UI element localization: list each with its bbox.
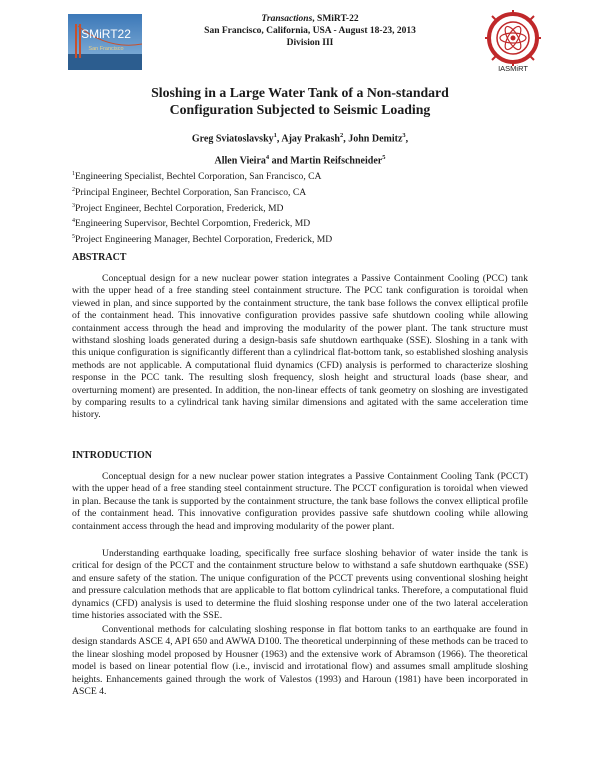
author-sup: 4 xyxy=(265,154,270,162)
title-line-1: Sloshing in a Large Water Tank of a Non-standard xyxy=(151,85,449,100)
author-name: John Demitz xyxy=(348,133,403,145)
iasmirt-caption: IASMiRT xyxy=(498,64,528,73)
author-name: Allen Vieira xyxy=(214,155,266,167)
header-line-1 xyxy=(150,14,470,26)
author-sup: 2 xyxy=(339,132,344,139)
header-journal: Transactions xyxy=(261,14,313,24)
author-list xyxy=(90,126,510,171)
smirt22-logo xyxy=(68,14,142,70)
introduction-heading: INTRODUCTION xyxy=(72,450,153,461)
affiliation-item: $^5$Project Engineering Manager, Bechtel Corporation, Frederick, MD xyxy=(72,234,333,246)
author-name: Greg Sviatoslavsky xyxy=(191,133,274,145)
abstract-body: Conceptual design for a new nuclear power station integrates a Passive Containment Cooling (PCC) tank with the upper head of a free standing steel containment structure. The PCC tank configuration is toroidal when viewed in plan, and since supported by the containment structure, the tank base follows the convex elliptical profile of the containment head. This innovative configuration provides passive safe shutdown cooling while allowing containment access through the head and improving the modularity of the power plant. The tank structure must withstand sloshing loads generated during a design-basis safe shutdown earthquake (SSE). Sloshing in a tank with this unique configuration is significantly different than a cylindrical flat-bottom tank, so established sloshing analysis methods are not applicable. A computational fluid dynamics (CFD) analysis is performed to characterize sloshing response in the PCC tank. The resulting slosh frequency, slosh height and structural loads (base shear, and overturning moment) are presented. In addition, the non-linear effects of tank geometry on sloshing are investigated by comparing results to a cylindrical tank having similar dimensions and agitated with the same acceleration time history. xyxy=(72,273,528,421)
author-sup: 3 xyxy=(402,132,406,139)
author-line-1: Greg Sviatoslavsky$^1$, Ajay Prakash$^2$, John Demitz$^3$, xyxy=(191,132,409,145)
affiliation-item: $^2$Principal Engineer, Bechtel Corporation, San Francisco, CA xyxy=(72,186,307,198)
affiliation-item: $^3$Project Engineer, Bechtel Corporation, Frederick, MD xyxy=(72,202,284,214)
intro-paragraph-2: Understanding earthquake loading, specifically free surface sloshing behavior of water inside the tank is critical for design of the PCCT and the containment structure below to withstand a safe shutdown earthquake (SSE) and ensure safety of the station. The unique configuration of the PCCT prevents using conventional sloshing height and pressure calculation methods that are applicable to flat bottom cylindrical tanks. Therefore, a computational fluid dynamics (CFD) analysis is used to determine the fluid sloshing response under one of the two lateral acceleration time histories associated with the SSE. xyxy=(72,548,528,622)
header-line-3: Division III xyxy=(286,38,334,48)
paper-title xyxy=(90,84,510,118)
intro-paragraph-3: Conventional methods for calculating sloshing response in flat bottom tanks to an earthquake are found in design standards ASCE 4, API 650 and AWWA D100. The theoretical underpinning of these methods can be traced to the linear sloshing model proposed by Housner (1963) and the extensive work of Abramson (1966). The theoretical model is based on linear potential flow (i.e., inviscid and irrotational flow) and assumes small amplitude sloshing heights. Enhancements gained through the work of Valestos (1993) and Haroun (1981) have been incorporated in ASCE 4. xyxy=(72,624,528,698)
affiliation-item: $^1$Engineering Specialist, Bechtel Corporation, San Francisco, CA xyxy=(72,171,322,183)
intro-paragraph-1: Conceptual design for a new nuclear power station integrates a Passive Containment Cooling Tank (PCCT) with the upper head of a free standing steel containment structure. The PCCT configuration is toroidal when viewed in plan. Because the tank is supported by the containment structure, the tank base follows the convex elliptical profile of the containment head. This innovative configuration provides passive safe shutdown cooling while allowing containment access through the head and improving modularity of the power plant. xyxy=(72,471,528,532)
author-line-2: Allen Vieira$^4$ and Martin Reifschneider$^5$ xyxy=(214,154,386,167)
abstract-heading: ABSTRACT xyxy=(72,252,127,263)
svg-text:SMiRT22: SMiRT22 xyxy=(81,27,131,41)
title-line-2: Configuration Subjected to Seismic Loading xyxy=(169,102,431,117)
author-name: Martin Reifschneider xyxy=(290,155,383,167)
header-journal-rest: , SMiRT-22 xyxy=(312,14,359,24)
affiliation-list xyxy=(72,168,532,247)
header-line-2: San Francisco, California, USA - August 18-23, 2013 xyxy=(204,26,416,36)
author-name: Ajay Prakash xyxy=(281,133,340,145)
affiliation-item: $^4$Engineering Supervisor, Bechtel Corpomtion, Frederick, MD xyxy=(72,218,311,230)
svg-text:San Francisco: San Francisco xyxy=(88,46,124,52)
author-sup: 5 xyxy=(382,154,386,162)
author-sup: 1 xyxy=(273,132,277,139)
